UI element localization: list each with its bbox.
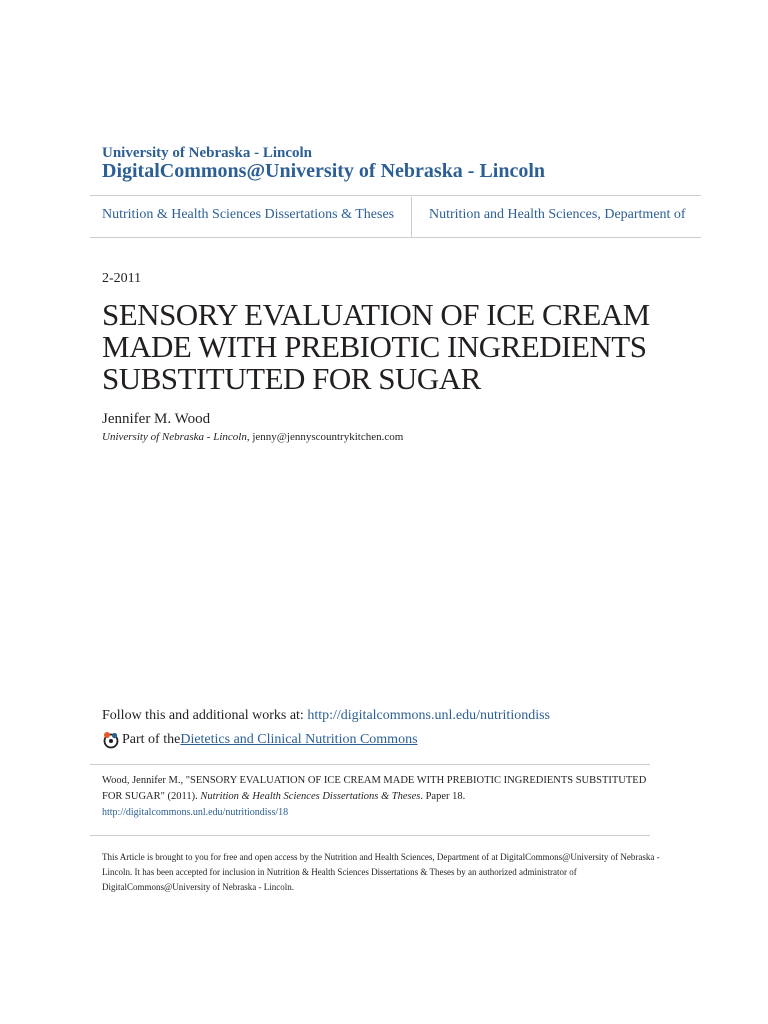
citation-url-link[interactable]: http://digitalcommons.unl.edu/nutritiondiss/18 [102, 807, 289, 818]
series-link[interactable]: Nutrition & Health Sciences Dissertations & Theses [102, 207, 395, 222]
nav-column-divider [411, 197, 412, 237]
recommended-citation [102, 773, 662, 821]
affiliation-name: University of Nebraska - Lincoln [102, 431, 247, 443]
title-line: MADE WITH PREBIOTIC INGREDIENTS [102, 329, 647, 364]
header-bottom-divider [90, 237, 701, 238]
author-name: Jennifer M. Wood [102, 411, 211, 427]
citation-paper: . Paper 18. [420, 791, 466, 802]
follow-label: Follow this and additional works at: [102, 708, 308, 723]
commons-link[interactable]: Dietetics and Clinical Nutrition Commons [180, 732, 418, 747]
part-of-line [102, 731, 418, 749]
citation-text: Wood, Jennifer M., "SENSORY EVALUATION OF ICE CREAM MADE WITH PREBIOTIC INGREDIENTS SUBSTITUTED FOR SUGAR" (2011). [102, 775, 647, 802]
article-title [102, 299, 702, 395]
institution-link[interactable]: University of Nebraska - Lincoln [102, 145, 312, 161]
open-access-network-icon [102, 731, 120, 749]
title-line: SENSORY EVALUATION OF ICE CREAM [102, 297, 650, 332]
title-line: SUBSTITUTED FOR SUGAR [102, 361, 481, 396]
collection-url-link[interactable]: http://digitalcommons.unl.edu/nutritiondiss [307, 708, 550, 723]
department-link[interactable]: Nutrition and Health Sciences, Department of [429, 207, 686, 222]
citation-top-divider [90, 764, 650, 765]
part-of-label: Part of the [122, 732, 181, 747]
repository-link[interactable]: DigitalCommons@University of Nebraska - Lincoln [102, 160, 546, 182]
header-top-divider [90, 195, 701, 196]
citation-series: Nutrition & Health Sciences Dissertations & Theses [200, 791, 421, 802]
citation-bottom-divider [90, 835, 650, 836]
publication-date: 2-2011 [102, 271, 142, 286]
follow-line [102, 708, 550, 724]
author-affiliation [102, 431, 403, 443]
author-email: , jenny@jennyscountrykitchen.com [246, 431, 404, 443]
access-notice: This Article is brought to you for free and open access by the Nutrition and Health Sciences, Department of at DigitalCommons@University of Nebraska - Lincoln. It has been accepted for inclusion in Nutrition & Health Sciences Dissertations & Theses by an authorized administrator of DigitalCommons@University of Nebraska - Lincoln. [102, 852, 660, 892]
